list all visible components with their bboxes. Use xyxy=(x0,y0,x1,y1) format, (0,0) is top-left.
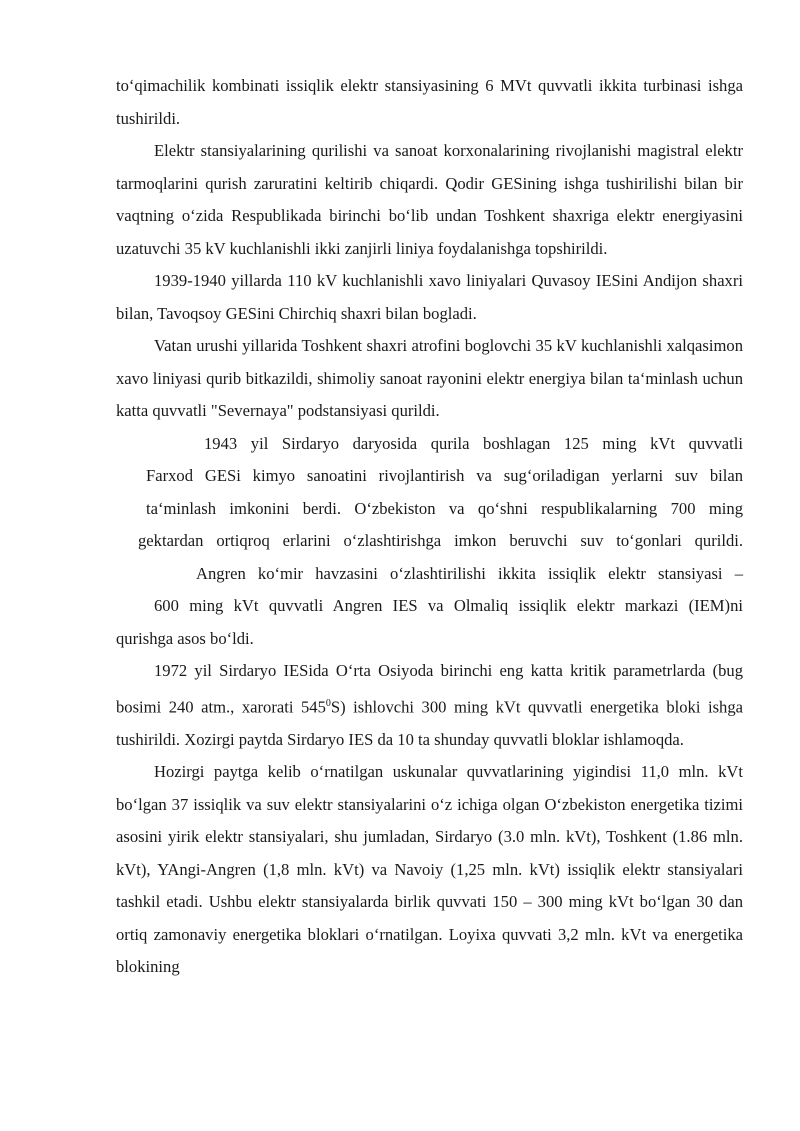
paragraph-power-lines: Elektr stansiyalarining qurilishi va sanoat korxonalarining rivojlanishi magistral elektr tarmoqlarini qurish zaruratini keltirib chiqardi. Qodir GESining ishga tushirilishi bilan bir vaqtning o‘zida Respublikada birinchi bo‘lib undan Toshkent shaxriga elektr energiyasini uzatuvchi 35 kV kuchlanishli ikki zanjirli liniya foydalanishga topshirildi. xyxy=(116,141,743,258)
farxod-line-3: ta‘minlash imkonini berdi. O‘zbekiston va qo‘shni respublikalarning 700 ming xyxy=(146,498,743,518)
angren-line-3: qurishga asos bo‘ldi. xyxy=(116,628,254,648)
paragraph-1972-part-b: S) ishlovchi 300 ming kVt quvvatli energetika bloki ishga tushirildi. Xozirgi paytda Sirdaryo IES da 10 ta shunday quvvatli bloklar ishlamoqda. xyxy=(116,697,743,749)
document-body xyxy=(116,70,743,984)
paragraph-continuation: to‘qimachilik kombinati issiqlik elektr stansiyasining 6 MVt quvvatli ikkita turbinasi ishga tushirildi. xyxy=(116,76,743,128)
paragraph-1972-part-a: 1972 yil Sirdaryo IESida O‘rta Osiyoda birinchi eng katta kritik parametrlarda (bug bosimi 240 atm., xarorati 545 xyxy=(116,661,743,717)
angren-line-1: Angren ko‘mir havzasini o‘zlashtirilishi ikkita issiqlik elektr stansiyasi – xyxy=(196,563,743,583)
paragraph-farxod xyxy=(116,428,743,558)
paragraph-angren xyxy=(116,558,743,656)
paragraph-1972 xyxy=(116,655,743,756)
paragraph-current-capacity: Hozirgi paytga kelib o‘rnatilgan uskunalar quvvatlarining yigindisi 11,0 mln. kVt bo‘lgan 37 issiqlik va suv elektr stansiyalarini o‘z ichiga olgan O‘zbekiston energetika tizimi asosini yirik elektr stansiyalari, shu jumladan, Sirdaryo (3.0 mln. kVt), Toshkent (1.86 mln. kVt), YAngi-Angren (1,8 mln. kVt) va Navoiy (1,25 mln. kVt) issiqlik elektr stansiyalari tashkil etadi. Ushbu elektr stansiyalarda birlik quvvati 150 – 300 ming kVt bo‘lgan 30 dan ortiq zamonaviy energetika bloklari o‘rnatilgan. Loyixa quvvati 3,2 mln. kVt va energetika blokining xyxy=(116,762,743,977)
angren-line-2: 600 ming kVt quvvatli Angren IES va Olmaliq issiqlik elektr markazi (IEM)ni xyxy=(154,596,743,615)
farxod-line-4: gektardan ortiqroq erlarini o‘zlashtirishga imkon beruvchi suv to‘gonlari qurildi. xyxy=(138,531,743,550)
farxod-line-1: 1943 yil Sirdaryo daryosida qurila boshlagan 125 ming kVt quvvatli xyxy=(204,433,743,453)
paragraph-1939-1940: 1939-1940 yillarda 110 kV kuchlanishli xavo liniyalari Quvasoy IESini Andijon shaxri bilan, Tavoqsoy GESini Chirchiq shaxri bilan bogladi. xyxy=(116,271,743,323)
paragraph-war-years: Vatan urushi yillarida Toshkent shaxri atrofini boglovchi 35 kV kuchlanishli xalqasimon xavo liniyasi qurib bitkazildi, shimoliy sanoat rayonini elektr energiya bilan ta‘minlash uchun katta quvvatli "Severnaya" podstansiyasi qurildi. xyxy=(116,336,743,420)
degree-superscript: 0 xyxy=(325,697,331,709)
farxod-line-2: Farxod GESi kimyo sanoatini rivojlantirish va sug‘oriladigan yerlarni suv bilan xyxy=(146,466,743,485)
